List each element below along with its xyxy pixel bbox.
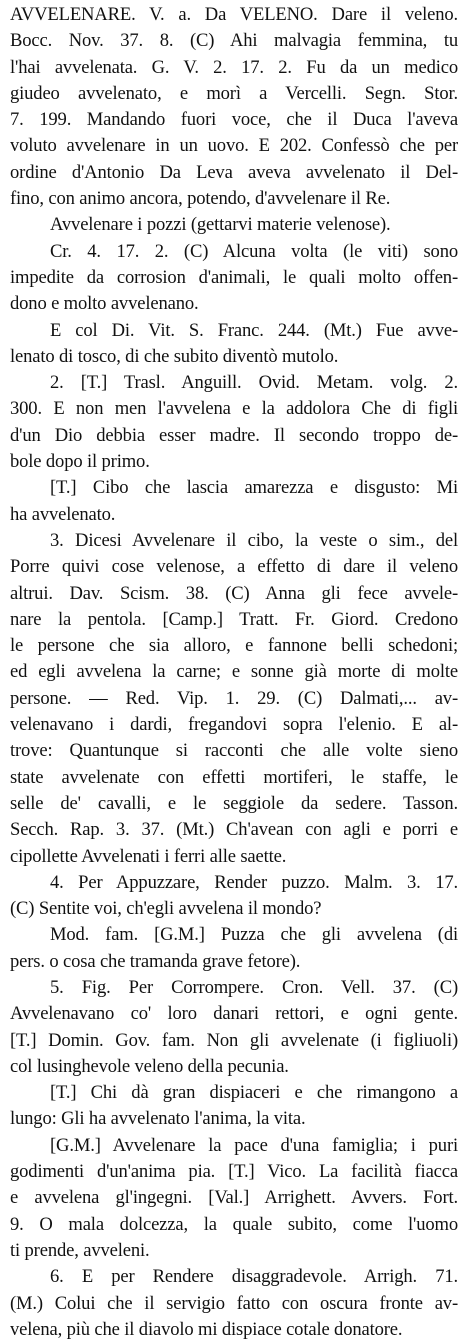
text-line: [T.] Chi dà gran dispiaceri e che rimangono a xyxy=(50,1082,458,1104)
text-line: selle de' cavalli, e le seggiole da sedere. Tasson. xyxy=(10,792,458,814)
text-line: altrui. Dav. Scism. 38. (C) Anna gli fece avvele- xyxy=(10,582,458,604)
text-line: (M.) Colui che il servigio fatto con oscura fronte av- xyxy=(10,1292,458,1314)
text-line: AVVELENARE. V. a. Da VELENO. Dare il veleno. xyxy=(10,4,458,25)
text-line: ha avvelenato. xyxy=(10,503,116,525)
text-line: Avvelenavano co' loro danari rettori, e ogni gente. xyxy=(10,1003,458,1025)
text-line: nare la pentola. [Camp.] Tratt. Fr. Giord. Credono xyxy=(10,608,458,630)
text-line: ti prende, avveleni. xyxy=(10,1239,150,1261)
text-line: Mod. fam. [G.M.] Puzza che gli avvelena (di xyxy=(50,924,458,946)
text-line: dono e molto avvelenano. xyxy=(10,293,199,315)
text-line: giudeo avvelenato, e morì a Vercelli. Segn. Stor. xyxy=(10,82,458,104)
text-line: d'un Dio debbia esser madre. Il secondo troppo de- xyxy=(10,424,458,446)
text-line: fino, con animo ancora, potendo, d'avvelenare il Re. xyxy=(10,188,391,210)
text-line: velena, più che il diavolo mi dispiace cotale donatore. xyxy=(10,1318,403,1340)
text-line: col lusinghevole veleno della pecunia. xyxy=(10,1055,289,1077)
text-line: Porre quivi cose velenose, a effetto di dare il veleno xyxy=(10,556,458,578)
text-line: l'hai avvelenata. G. V. 2. 17. 2. Fu da un medico xyxy=(10,56,458,78)
text-line: ed egli avvelena la carne; e sonne già morte di molte xyxy=(10,661,458,683)
text-line: impedite da corrosion d'animali, le quali molto offen- xyxy=(10,266,458,288)
text-line: E col Di. Vit. S. Franc. 244. (Mt.) Fue avve- xyxy=(50,319,458,341)
text-line: Avvelenare i pozzi (gettarvi materie velenose). xyxy=(50,214,391,236)
text-line: trove: Quantunque si racconti che alle volte sieno xyxy=(10,740,458,762)
text-line: [T.] Cibo che lascia amarezza e disgusto: Mi xyxy=(50,477,458,499)
text-line: persone. — Red. Vip. 1. 29. (C) Dalmati,... av- xyxy=(10,687,458,709)
text-line: pers. o cosa che tramanda grave fetore). xyxy=(10,950,301,972)
text-line: 5. Fig. Per Corrompere. Cron. Vell. 37. (C) xyxy=(50,976,458,998)
text-line: cipollette Avvelenati i ferri alle saette. xyxy=(10,845,287,867)
text-line: lenato di tosco, di che subito diventò mutolo. xyxy=(10,345,339,367)
text-line: state avvelenate con effetti mortiferi, le staffe, le xyxy=(10,766,458,788)
text-line: voluto avvelenare in un uovo. E 202. Confessò che per xyxy=(10,135,458,157)
text-line: lungo: Gli ha avvelenato l'anima, la vita. xyxy=(10,1108,306,1130)
text-line: ordine d'Antonio Da Leva aveva avvelenato il Del- xyxy=(10,161,458,183)
text-line: 2. [T.] Trasl. Anguill. Ovid. Metam. volg. 2. xyxy=(50,372,458,394)
text-line: le persone che sia alloro, e fannone belli schedoni; xyxy=(10,635,458,657)
text-line: Bocc. Nov. 37. 8. (C) Ahi malvagia femmina, tu xyxy=(10,30,458,52)
text-line: bole dopo il primo. xyxy=(10,451,150,473)
text-line: Secch. Rap. 3. 37. (Mt.) Ch'avean con agli e porri e xyxy=(10,819,458,841)
text-line: 4. Per Appuzzare, Render puzzo. Malm. 3. 17. xyxy=(50,871,458,893)
text-line: velenavano i dardi, fregandovi sopra l'elenio. E al- xyxy=(10,714,458,736)
text-line: godimenti d'un'anima pia. [T.] Vico. La facilità fiacca xyxy=(10,1161,458,1183)
text-line: 7. 199. Mandando fuori voce, che il Duca l'aveva xyxy=(10,109,458,131)
text-line: Cr. 4. 17. 2. (C) Alcuna volta (le viti) sono xyxy=(50,240,458,262)
text-line: e avvelena gl'ingegni. [Val.] Arrighett. Avvers. Fort. xyxy=(10,1187,458,1209)
text-line: 6. E per Rendere disaggradevole. Arrigh. 71. xyxy=(50,1266,458,1288)
text-line: 3. Dicesi Avvelenare il cibo, la veste o sim., del xyxy=(50,529,458,551)
text-line: 300. E non men l'avvelena e la addolora Che di figli xyxy=(10,398,458,420)
text-line: 9. O mala dolcezza, la quale subito, come l'uomo xyxy=(10,1213,458,1235)
text-line: [T.] Domin. Gov. fam. Non gli avvelenate (i figliuoli) xyxy=(10,1029,458,1051)
text-line: [G.M.] Avvelenare la pace d'una famiglia; i puri xyxy=(50,1134,458,1156)
text-line: (C) Sentite voi, ch'egli avvelena il mondo? xyxy=(10,898,322,920)
